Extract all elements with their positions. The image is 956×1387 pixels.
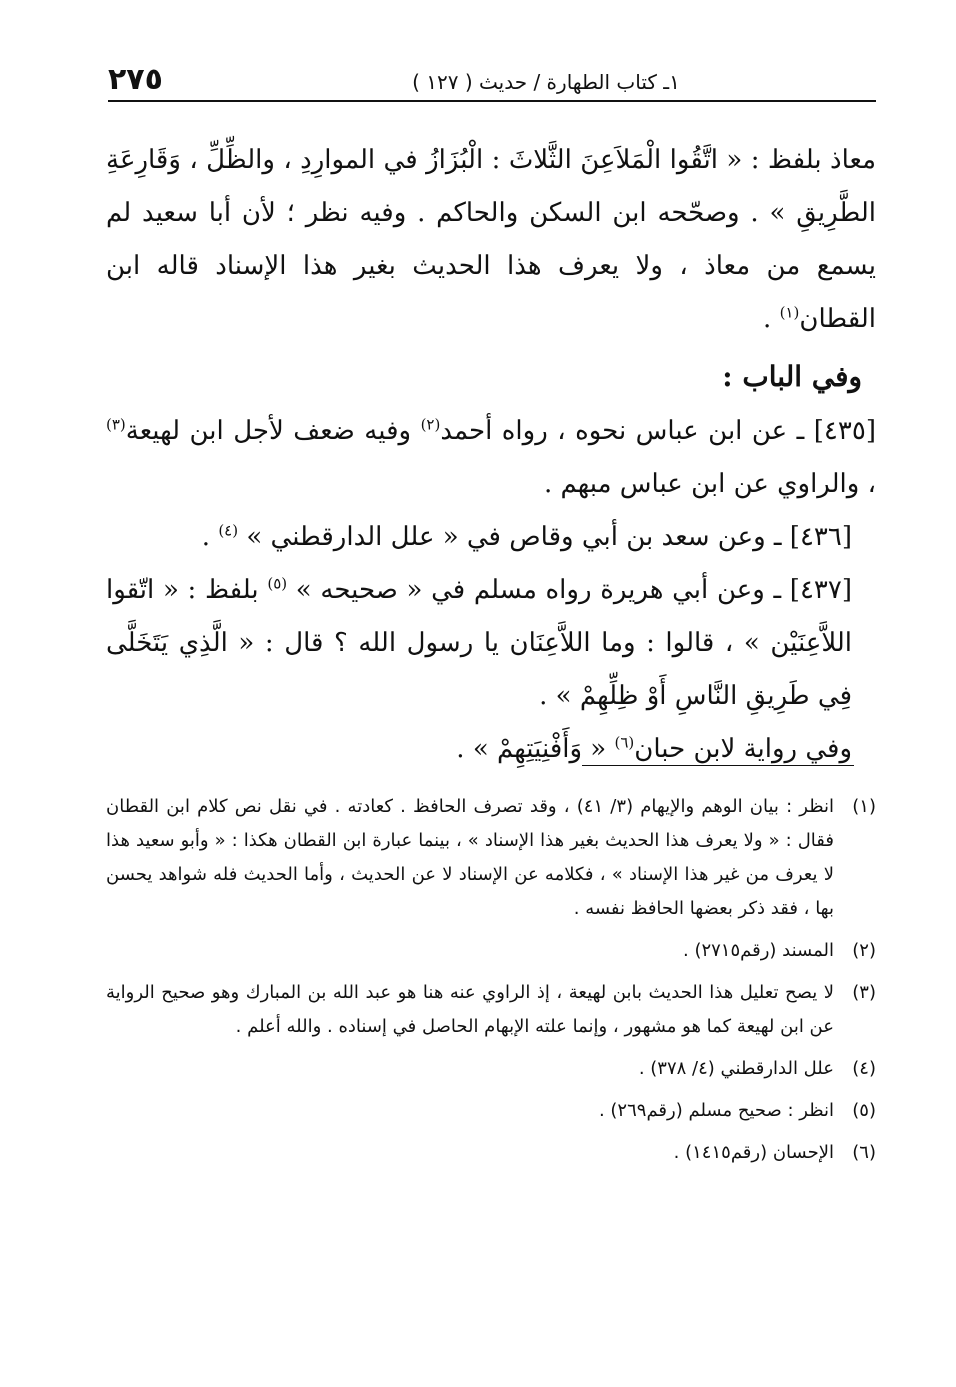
main-text bbox=[106, 134, 876, 776]
page-number: ٢٧٥ bbox=[108, 62, 163, 97]
footnote-ref[interactable]: (٤) bbox=[218, 521, 239, 540]
footnote-number: (٣) bbox=[852, 982, 876, 1003]
footnote-ref[interactable]: (٥) bbox=[267, 574, 288, 593]
footnote-number: (٦) bbox=[852, 1142, 876, 1163]
footnote-number: (٥) bbox=[852, 1100, 876, 1121]
footnote-text: انظر : صحيح مسلم (رقم٢٦٩) . bbox=[598, 1100, 834, 1121]
paragraph-muadh bbox=[106, 134, 876, 346]
footnote-number: (٢) bbox=[852, 940, 876, 961]
hadith-text: . bbox=[201, 522, 219, 552]
hadith-437 bbox=[106, 564, 876, 723]
footnote-3 bbox=[106, 976, 876, 1044]
hadith-436 bbox=[106, 511, 876, 564]
header-divider bbox=[108, 100, 876, 102]
hadith-text: بلفظ : « اتّقوا اللاَّعِنَيْن » ، قالوا : وما اللاَّعِنَان يا رسول الله ؟ قال : « الَّذِي يَتَخَلَّى فِي طَرِيقِ النَّاسِ أَوْ ظِلِّهِمْ » . bbox=[106, 575, 852, 711]
footnote-ref[interactable]: (٣) bbox=[106, 415, 126, 434]
footnote-ref[interactable]: (٦) bbox=[614, 733, 635, 752]
paragraph-text: معاذ بلفظ : « اتَّقُوا الْمَلاَعِنَ الثَّلاثَ : الْبُزَازُ في الموارِدِ ، والظِّلِّ ، وَقَارِعَةِ الطَّرِيقِ » . وصحّحه ابن السكن والحاكم . وفيه نظر ؛ لأن أبا سعيد لم يسمع من معاذ ، ولا يعرف هذا الحديث بغير هذا الإسناد قاله ابن القطان bbox=[106, 145, 876, 334]
hadith-text: [٤٣٧] ـ وعن أبي هريرة رواه مسلم في « صحيحه » bbox=[287, 575, 852, 605]
footnote-text: لا يصح تعليل هذا الحديث بابن لهيعة ، إذ الراوي عنه هنا هو عبد الله بن المبارك وهو صحيح الرواية عن ابن لهيعة كما هو مشهور ، وإنما علته الإبهام الحاصل في إسناده . والله أعلم . bbox=[106, 982, 834, 1037]
hadith-text: وفيه ضعف لأجل ابن لهيعة bbox=[125, 416, 421, 446]
footnote-text: الإحسان (رقم١٤١٥) . bbox=[673, 1142, 834, 1163]
riwaya-text: وفي رواية لابن حبان bbox=[634, 734, 852, 764]
hadith-435 bbox=[106, 405, 876, 511]
footnote-number: (٤) bbox=[852, 1058, 876, 1079]
footnote-text: انظر : بيان الوهم والإيهام (٣/ ٤١) ، وقد تصرف الحافظ . كعادته . في نقل نص كلام ابن القطان فقال : « ولا يعرف هذا الحديث بغير هذا الإسناد » ، بينما عبارة ابن القطان هكذا : « وأبو سعيد هذا لا يعرف من غير هذا الإسناد » ، فكلامه عن الإسناد لا عن الحديث ، وأما الحديث فله شواهد يحسن بها ، فقد ذكر بعضها الحافظ نفسه . bbox=[106, 796, 835, 919]
footnote-4 bbox=[106, 1052, 876, 1086]
running-title: ١ـ كتاب الطهارة / حديث ( ١٢٧ ) bbox=[412, 70, 680, 94]
section-heading: وفي الباب : bbox=[722, 360, 862, 393]
paragraph-end: . bbox=[763, 304, 780, 334]
riwaya-text: « وَأَفْنِيَتِهِمْ » . bbox=[456, 734, 615, 764]
footnote-2 bbox=[106, 934, 876, 968]
footnote-text: علل الدارقطني (٤/ ٣٧٨) . bbox=[638, 1058, 834, 1079]
hadith-text: [٤٣٥] ـ عن ابن عباس نحوه ، رواه أحمد bbox=[440, 416, 876, 446]
footnote-ref[interactable]: (١) bbox=[779, 303, 800, 322]
running-header bbox=[108, 62, 876, 100]
footnote-text: المسند (رقم٢٧١٥) . bbox=[683, 940, 834, 961]
footnote-1 bbox=[106, 790, 876, 926]
hadith-text: ، والراوي عن ابن عباس مبهم . bbox=[543, 469, 876, 499]
footnote-6 bbox=[106, 1136, 876, 1170]
footnote-number: (١) bbox=[852, 796, 876, 817]
footnote-divider bbox=[582, 765, 854, 766]
footnote-ref[interactable]: (٢) bbox=[420, 415, 441, 434]
hadith-text: [٤٣٦] ـ وعن سعد بن أبي وقاص في « علل الدارقطني » bbox=[238, 522, 852, 552]
ibn-hibban-riwaya bbox=[106, 723, 876, 776]
footnote-5 bbox=[106, 1094, 876, 1128]
footnotes bbox=[106, 790, 876, 1178]
